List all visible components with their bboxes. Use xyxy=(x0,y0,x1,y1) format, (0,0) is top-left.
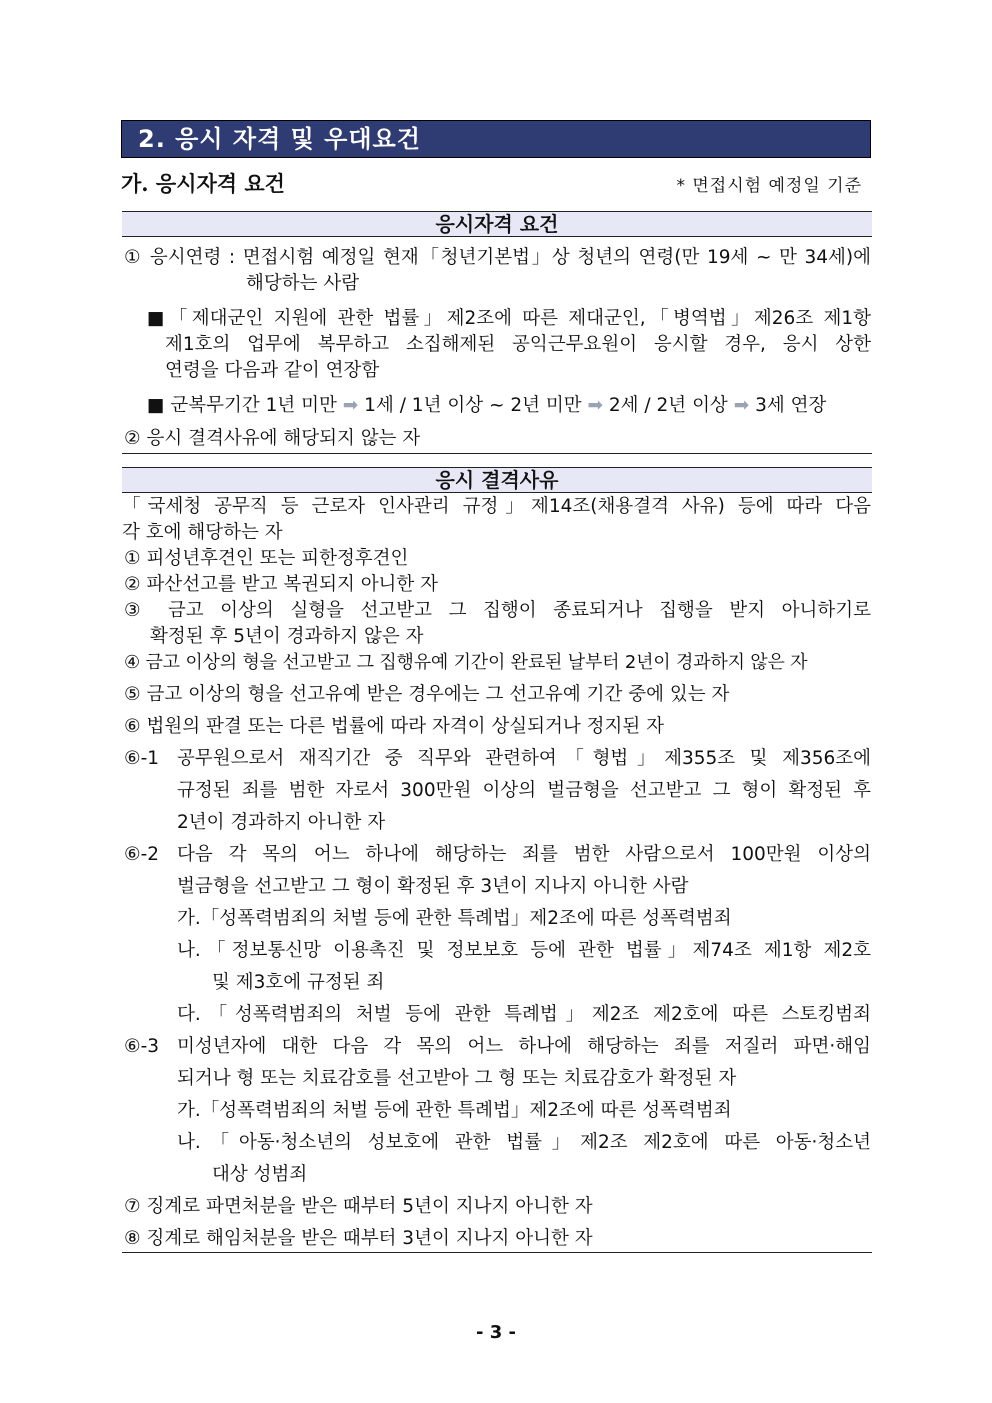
age-requirement-line-2: 해당하는 사람 xyxy=(246,273,360,294)
item-6-2-sub-c: 다.「성폭력범죄의 처벌 등에 관한 특례법」제2조 제2호에 따른 스토킹범죄 xyxy=(177,1004,871,1025)
page-number: - 3 - xyxy=(476,1322,516,1343)
item-6-2-line-1: 다음 각 목의 어느 하나에 해당하는 죄를 범한 사람으로서 100만원 이상의 xyxy=(177,844,871,865)
divider xyxy=(122,1252,872,1253)
item-6-3-line-2: 되거나 형 또는 치료감호를 선고받아 그 형 또는 치료감호가 확정된 자 xyxy=(177,1068,737,1089)
disqualification-item-3-line-2: 확정된 후 5년이 경과하지 않은 자 xyxy=(150,626,424,647)
arrow-right-icon: ➡ xyxy=(342,395,359,416)
service-period-text-3: 2세 / 2년 이상 xyxy=(608,395,728,416)
item-6-3-number: ⑥-3 xyxy=(124,1036,160,1057)
service-period-extension-line xyxy=(147,393,826,419)
item-6-2-sub-a: 가.「성폭력범죄의 처벌 등에 관한 특례법」제2조에 따른 성폭력범죄 xyxy=(177,908,732,929)
section-title-bar: 2. 응시 자격 및 우대요건 xyxy=(121,120,871,158)
eligibility-box-title: 응시자격 요건 xyxy=(122,211,872,237)
disqualification-item-7: ⑦ 징계로 파면처분을 받은 때부터 5년이 지나지 아니한 자 xyxy=(124,1196,593,1217)
item-6-2-sub-b-line-2: 및 제3호에 규정된 죄 xyxy=(212,972,385,993)
disqualification-intro-line-1: 「국세청 공무직 등 근로자 인사관리 규정」제14조(채용결격 사유) 등에 따라 다음 xyxy=(122,496,871,517)
item-6-1-line-2: 규정된 죄를 범한 자로서 300만원 이상의 벌금형을 선고받고 그 형이 확정된 후 xyxy=(177,780,871,801)
item-6-2-number: ⑥-2 xyxy=(124,844,160,865)
item-6-3-sub-b-line-2: 대상 성범죄 xyxy=(212,1164,308,1185)
veteran-extension-line-3: 연령을 다음과 같이 연장함 xyxy=(165,360,380,381)
disqualification-item-6: ⑥ 법원의 판결 또는 다른 법률에 따라 자격이 상실되거나 정지된 자 xyxy=(124,716,665,737)
item-6-2-line-2: 벌금형을 선고받고 그 형이 확정된 후 3년이 지나지 아니한 사람 xyxy=(177,876,689,897)
disqualification-item-4: ④ 금고 이상의 형을 선고받고 그 집행유예 기간이 완료된 날부터 2년이 경과하지 않은 자 xyxy=(124,652,808,673)
item-6-2-sub-b-line-1: 나.「정보통신망 이용촉진 및 정보보호 등에 관한 법률」제74조 제1항 제2호 xyxy=(177,940,871,961)
arrow-right-icon: ➡ xyxy=(733,395,750,416)
item-6-1-number: ⑥-1 xyxy=(124,748,160,769)
veteran-extension-line-2: 제1호의 업무에 복무하고 소집해제된 공익근무요원이 응시할 경우, 응시 상한 xyxy=(165,334,871,355)
disqualification-item-2: ② 파산선고를 받고 복권되지 아니한 자 xyxy=(124,574,439,595)
item-6-1-line-3: 2년이 경과하지 아니한 자 xyxy=(177,812,386,833)
subsection-title: 가. 응시자격 요건 xyxy=(121,171,285,196)
service-period-text-4: 3세 연장 xyxy=(755,395,827,416)
age-requirement-line-1: ① 응시연령 : 면접시험 예정일 현재「청년기본법」상 청년의 연령(만 19세 ~ 만 34세)에 xyxy=(124,247,871,268)
no-disqualification-line: ② 응시 결격사유에 해당되지 않는 자 xyxy=(124,428,421,449)
disqualification-intro-line-2: 각 호에 해당하는 자 xyxy=(122,522,283,543)
item-6-1-line-1: 공무원으로서 재직기간 중 직무와 관련하여「형법」제355조 및 제356조에 xyxy=(177,748,871,769)
disqualification-item-5: ⑤ 금고 이상의 형을 선고유예 받은 경우에는 그 선고유예 기간 중에 있는 자 xyxy=(124,684,730,705)
divider xyxy=(122,453,872,454)
service-period-text-1: ■ 군복무기간 1년 미만 xyxy=(147,395,337,416)
item-6-3-sub-b-line-1: 나.「아동·청소년의 성보호에 관한 법률」제2조 제2호에 따른 아동·청소년 xyxy=(177,1132,871,1153)
disqualification-item-1: ① 피성년후견인 또는 피한정후견인 xyxy=(124,548,409,569)
veteran-extension-line-1: ■「제대군인 지원에 관한 법률」제2조에 따른 제대군인,「병역법」제26조 제1항 xyxy=(147,308,871,329)
disqualification-item-3-line-1: ③ 금고 이상의 실형을 선고받고 그 집행이 종료되거나 집행을 받지 아니하기로 xyxy=(124,600,871,621)
item-6-3-line-1: 미성년자에 대한 다음 각 목의 어느 하나에 해당하는 죄를 저질러 파면·해임 xyxy=(177,1036,871,1057)
service-period-text-2: 1세 / 1년 이상 ~ 2년 미만 xyxy=(364,395,582,416)
item-6-3-sub-a: 가.「성폭력범죄의 처벌 등에 관한 특례법」제2조에 따른 성폭력범죄 xyxy=(177,1100,732,1121)
disqualification-item-8: ⑧ 징계로 해임처분을 받은 때부터 3년이 지나지 아니한 자 xyxy=(124,1228,593,1249)
disqualification-box-title: 응시 결격사유 xyxy=(122,467,872,493)
basis-note: * 면접시험 예정일 기준 xyxy=(676,176,862,196)
arrow-right-icon: ➡ xyxy=(587,395,604,416)
